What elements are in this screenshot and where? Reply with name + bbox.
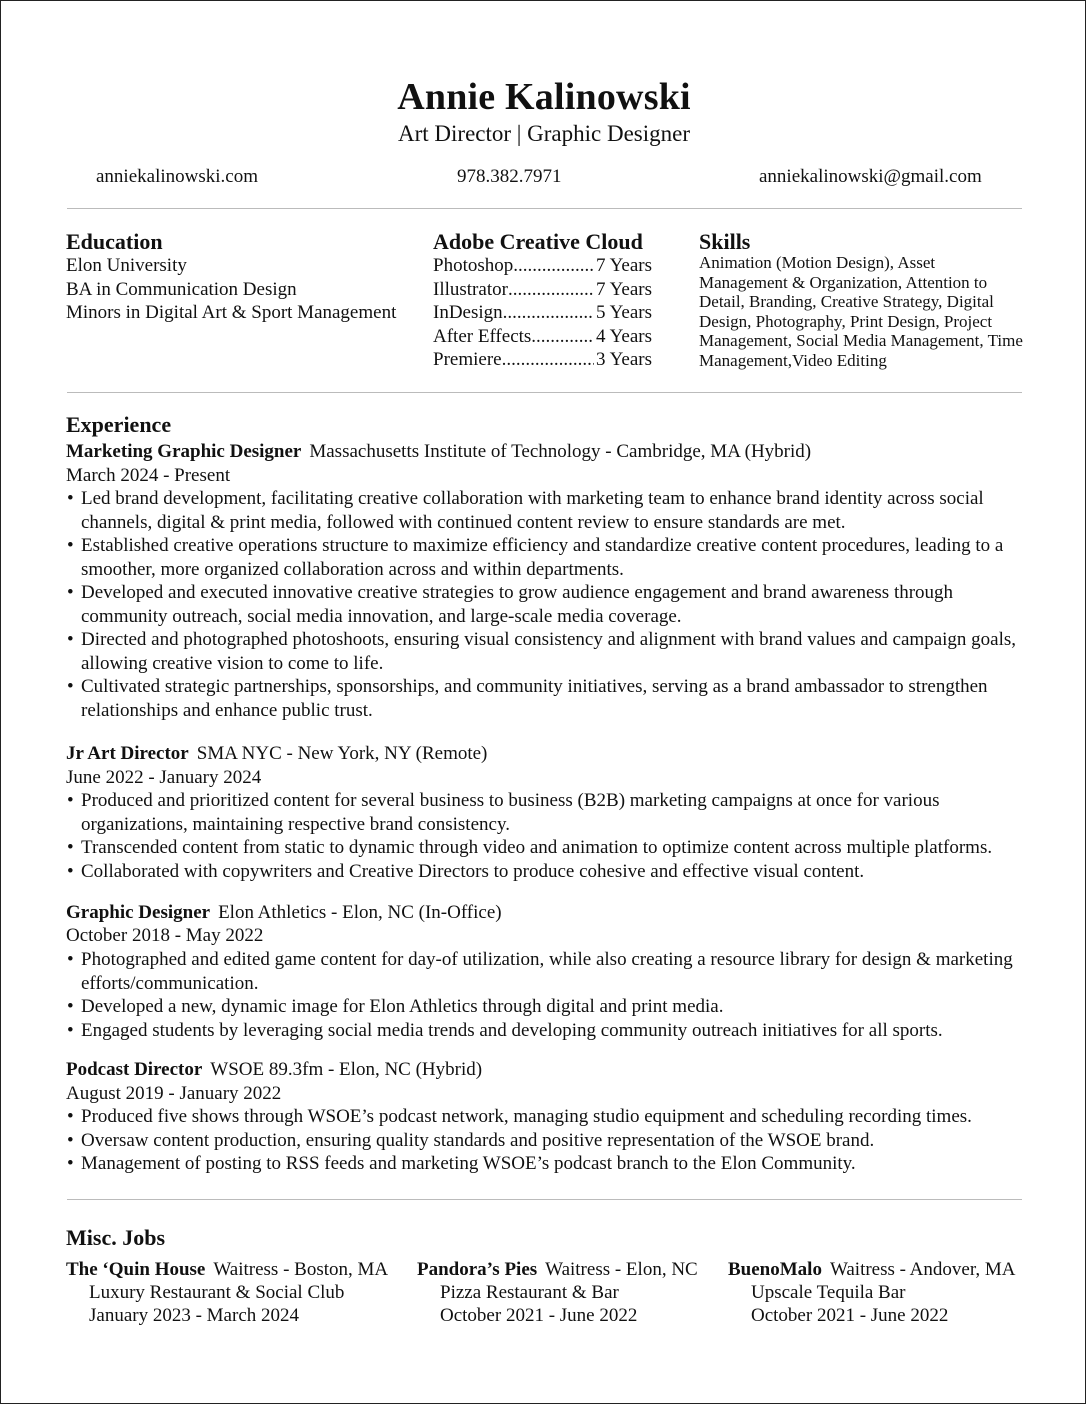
misc-dates: October 2021 - June 2022: [440, 1305, 638, 1326]
job-dates: October 2018 - May 2022: [66, 925, 264, 946]
candidate-name: Annie Kalinowski: [397, 76, 691, 118]
job-header: [66, 901, 502, 925]
skills-heading: Skills: [699, 229, 751, 254]
skills-text: Animation (Motion Design), Asset Management & Organization, Attention to Detail, Branding, Creative Strategy, Digital Design, Photography, Print Design, Project Management, Social Media Management, Time Management,Video Editing: [699, 253, 1023, 370]
misc-type: Pizza Restaurant & Bar: [440, 1282, 619, 1303]
job-org: Elon Athletics - Elon, NC (In-Office): [218, 902, 502, 923]
bullet-item: • Transcended content from static to dynamic through video and animation to optimize content across multiple platforms.: [66, 836, 1026, 860]
adobe-item: [433, 278, 652, 302]
adobe-item: [433, 348, 652, 372]
adobe-years: 7 Years: [596, 278, 652, 300]
bullet-item: • Produced and prioritized content for several business to business (B2B) marketing campaigns at once for various organizations, maintaining respective brand consistency.: [66, 789, 1026, 836]
misc-job: [417, 1258, 698, 1327]
education-heading: Education: [66, 229, 163, 254]
education-school: Elon University: [66, 255, 187, 276]
job-header: [66, 440, 811, 464]
bullet-item: • Led brand development, facilitating creative collaboration with marketing team to enhance brand identity across social channels, digital & print media, followed with continued content review to ensure standards are met.: [66, 487, 1026, 534]
misc-job: [66, 1258, 388, 1327]
job-dates: August 2019 - January 2022: [66, 1083, 282, 1104]
bullet-item: • Photographed and edited game content for day-of utilization, while also creating a resource library for design & marketing efforts/communication.: [66, 948, 1026, 995]
misc-role: Waitress - Elon, NC: [545, 1259, 698, 1280]
adobe-years: 7 Years: [596, 255, 652, 276]
dot-leader: [502, 348, 594, 372]
job-dates: March 2024 - Present: [66, 465, 231, 486]
adobe-item: [433, 254, 652, 278]
job-bullets: [66, 789, 1026, 883]
education-degree: BA in Communication Design: [66, 278, 297, 300]
adobe-heading: Adobe Creative Cloud: [433, 229, 643, 254]
job-bullets: [66, 948, 1026, 1042]
dot-leader: [531, 325, 594, 349]
misc-type: Luxury Restaurant & Social Club: [89, 1282, 345, 1303]
misc-place: The ‘Quin House: [66, 1259, 206, 1280]
website-link[interactable]: anniekalinowski.com: [96, 166, 258, 187]
adobe-list: [433, 254, 652, 372]
job-bullets: [66, 487, 1026, 722]
misc-type: Upscale Tequila Bar: [751, 1282, 906, 1303]
divider: [67, 208, 1022, 209]
misc-dates: January 2023 - March 2024: [89, 1305, 300, 1326]
bullet-item: • Developed a new, dynamic image for Elon Athletics through digital and print media.: [66, 995, 1026, 1019]
education-minors: Minors in Digital Art & Sport Management: [66, 302, 397, 323]
email-link[interactable]: anniekalinowski@gmail.com: [759, 166, 982, 187]
phone-number: 978.382.7971: [457, 166, 562, 187]
education-block: [66, 254, 396, 325]
job-header: [66, 742, 487, 766]
bullet-item: • Developed and executed innovative creative strategies to grow audience engagement and brand awareness through community outreach, social media innovation, and large-scale media coverage.: [66, 581, 1026, 628]
adobe-years: 3 Years: [596, 349, 652, 370]
adobe-app: Premiere: [433, 349, 502, 370]
adobe-app: InDesign: [433, 302, 503, 323]
bullet-item: • Directed and photographed photoshoots, ensuring visual consistency and alignment with brand values and campaign goals, allowing creative vision to come to life.: [66, 628, 1026, 675]
divider: [67, 392, 1022, 393]
dot-leader: [503, 301, 594, 325]
adobe-app: Illustrator: [433, 278, 508, 300]
misc-role: Waitress - Boston, MA: [213, 1259, 389, 1280]
job-bullets: [66, 1105, 1026, 1176]
bullet-item: • Established creative operations structure to maximize efficiency and standardize creative content procedures, leading to a smoother, more organized collaboration across and within departments.: [66, 534, 1026, 581]
adobe-years: 4 Years: [596, 325, 652, 347]
adobe-app: Photoshop: [433, 255, 514, 276]
divider: [67, 1199, 1022, 1200]
experience-heading: Experience: [66, 412, 172, 437]
job-dates: June 2022 - January 2024: [66, 767, 262, 788]
job-org: WSOE 89.3fm - Elon, NC (Hybrid): [210, 1059, 483, 1080]
dot-leader: [513, 254, 594, 278]
misc-place: Pandora’s Pies: [417, 1259, 538, 1280]
misc-dates: October 2021 - June 2022: [751, 1305, 949, 1326]
adobe-item: [433, 301, 652, 325]
job-title: Graphic Designer: [66, 902, 211, 923]
job-org: Massachusetts Institute of Technology - Cambridge, MA (Hybrid): [309, 441, 812, 462]
bullet-item: • Collaborated with copywriters and Creative Directors to produce cohesive and effective visual content.: [66, 860, 1026, 884]
job-title: Marketing Graphic Designer: [66, 441, 302, 462]
dot-leader: [508, 278, 594, 302]
misc-role: Waitress - Andover, MA: [829, 1259, 1016, 1280]
adobe-app: After Effects: [433, 325, 532, 347]
misc-place: BuenoMalo: [728, 1259, 822, 1280]
adobe-item: [433, 325, 652, 349]
bullet-item: • Engaged students by leveraging social media trends and developing community outreach initiatives for all sports.: [66, 1019, 1026, 1043]
job-header: [66, 1058, 482, 1082]
bullet-item: • Produced five shows through WSOE’s podcast network, managing studio equipment and scheduling recording times.: [66, 1105, 1026, 1129]
job-title: Jr Art Director: [66, 743, 189, 764]
job-org: SMA NYC - New York, NY (Remote): [196, 743, 488, 764]
bullet-item: • Cultivated strategic partnerships, sponsorships, and community initiatives, serving as a brand ambassador to strengthen relationships and enhance public trust.: [66, 675, 1026, 722]
adobe-years: 5 Years: [596, 302, 652, 323]
misc-job: [728, 1258, 1016, 1327]
bullet-item: • Oversaw content production, ensuring quality standards and positive representation of the WSOE brand.: [66, 1129, 1026, 1153]
bullet-item: • Management of posting to RSS feeds and marketing WSOE’s podcast branch to the Elon Community.: [66, 1152, 1026, 1176]
misc-heading: Misc. Jobs: [66, 1225, 165, 1250]
candidate-subtitle: Art Director | Graphic Designer: [398, 121, 690, 146]
job-title: Podcast Director: [66, 1059, 203, 1080]
